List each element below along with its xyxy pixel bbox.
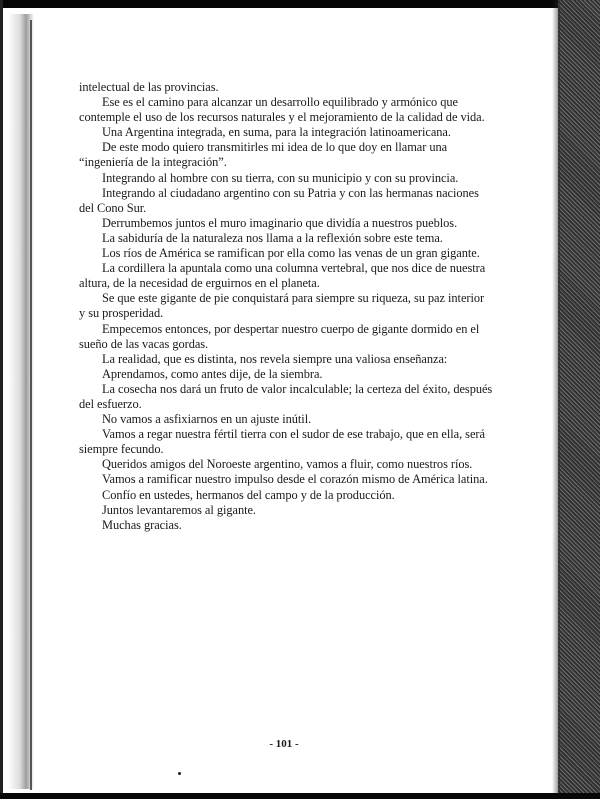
- paragraph: Una Argentina integrada, en suma, para la integración latinoamericana.: [102, 125, 451, 140]
- paragraph: Queridos amigos del Noroeste argentino, vamos a fluir, como nuestros ríos.: [102, 457, 473, 472]
- paragraph: Muchas gracias.: [102, 517, 182, 532]
- paragraph: Juntos levantaremos al gigante.: [102, 502, 256, 517]
- paragraph: Aprendamos, como antes dije, de la siembra.: [102, 366, 323, 381]
- paragraph: La sabiduría de la naturaleza nos llama a la reflexión sobre este tema.: [102, 230, 443, 245]
- paragraph: Integrando al ciudadano argentino con su Patria y con las hermanas naciones del Cono Sur.: [79, 185, 479, 215]
- scan-edge-bottom: [0, 793, 600, 799]
- page-number: - 101 -: [269, 738, 299, 750]
- scan-edge-top: [0, 0, 600, 8]
- scan-edge-left: [0, 0, 3, 799]
- paragraph: Vamos a ramificar nuestro impulso desde el corazón mismo de América latina.: [102, 472, 488, 487]
- paragraph: Derrumbemos juntos el muro imaginario que dividía a nuestros pueblos.: [102, 215, 458, 230]
- page-binding-line: [30, 20, 32, 790]
- paragraph: intelectual de las provincias.: [79, 80, 219, 94]
- scan-edge-right: [558, 0, 600, 799]
- paragraph: Empecemos entonces, por despertar nuestro cuerpo de gigante dormido en el sueño de las vacas gordas.: [79, 321, 480, 351]
- paragraph: La cordillera la apuntala como una columna vertebral, que nos dice de nuestra altura, de la necesidad de erguirnos en el planeta.: [79, 261, 486, 291]
- paragraph: La cosecha nos dará un fruto de valor incalculable; la certeza del éxito, después del esfuerzo.: [79, 381, 493, 411]
- page-body-text: [79, 80, 493, 533]
- paragraph: No vamos a asfixiarnos en un ajuste inútil.: [102, 412, 312, 427]
- paragraph: La realidad, que es distinta, nos revela siempre una valiosa enseñanza:: [102, 351, 448, 366]
- paragraph: De este modo quiero transmitirles mi idea de lo que doy en llamar una “ingeniería de la integración”.: [79, 140, 448, 170]
- paragraph: Integrando al hombre con su tierra, con su municipio y con su provincia.: [102, 170, 459, 185]
- scan-speck: [178, 772, 181, 775]
- paragraph: Ese es el camino para alcanzar un desarrollo equilibrado y armónico que contemple el uso de los recursos naturales y el mejoramiento de la calidad de vida.: [79, 95, 485, 125]
- paragraph: Los ríos de América se ramifican por ella como las venas de un gran gigante.: [102, 246, 480, 261]
- paragraph: Confío en ustedes, hermanos del campo y de la producción.: [102, 487, 395, 502]
- paragraph: Se que este gigante de pie conquistará para siempre su riqueza, su paz interior y su prosperidad.: [79, 291, 485, 321]
- paragraph: Vamos a regar nuestra fértil tierra con el sudor de ese trabajo, que en ella, será siempre fecundo.: [79, 427, 485, 457]
